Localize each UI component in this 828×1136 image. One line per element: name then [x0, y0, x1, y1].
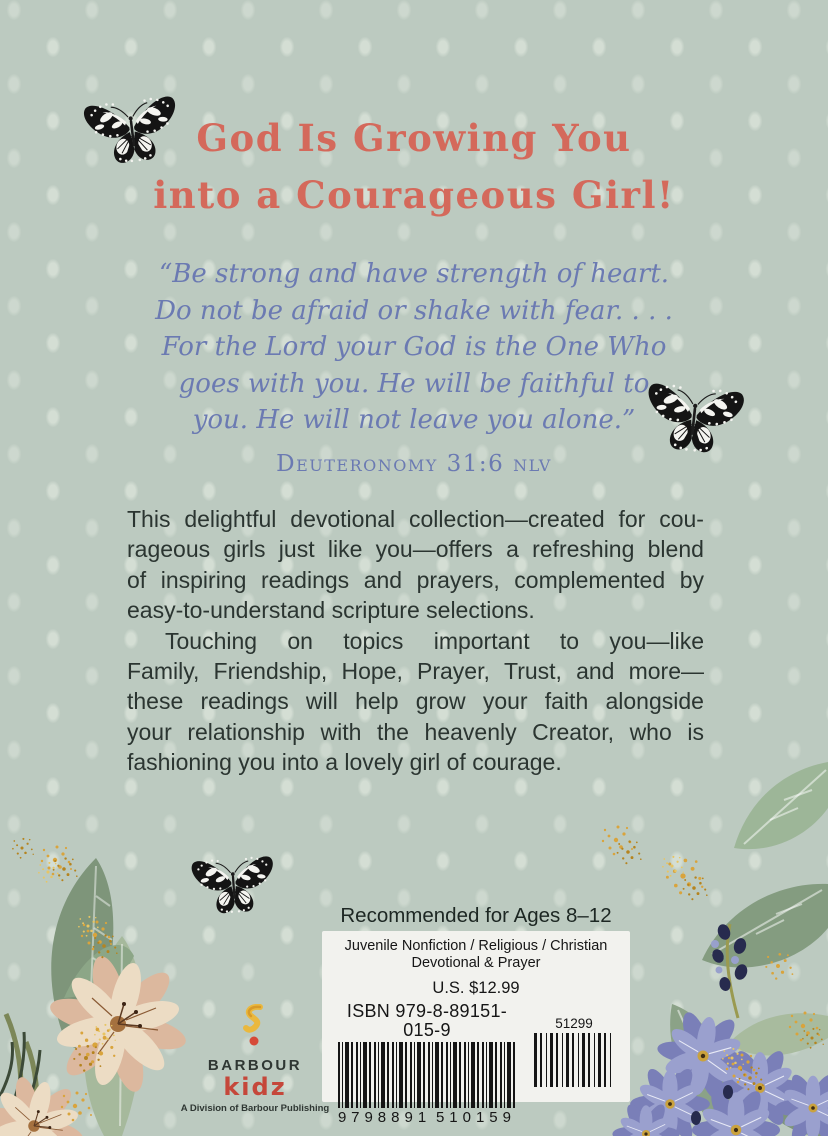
description-line: fashioning you into a lovely girl of courage.: [127, 749, 562, 776]
publisher-tagline: A Division of Barbour Publishing: [180, 1103, 330, 1114]
ean-barcode-bars: [338, 1042, 516, 1108]
supplement-code: 51299: [555, 1016, 593, 1031]
supplement-barcode-bars: [534, 1033, 614, 1087]
isbn-label: ISBN 979-8-89151-015-9: [346, 1001, 508, 1040]
ean-barcode-digits: [338, 1109, 516, 1126]
category-line-1: Juvenile Nonfiction / Religious / Christian: [344, 938, 608, 954]
ean-left-group: 798891: [351, 1109, 432, 1126]
sales-info-box: [322, 931, 630, 1126]
price: U.S. $12.99: [432, 979, 520, 997]
description-line: your relationship with the heavenly Creator, who is: [127, 718, 704, 745]
verse-line: “Be strong and have strength of heart.: [158, 259, 670, 289]
verse-line: goes with you. He will be faithful to: [178, 368, 650, 399]
verse-line: Do not be afraid or shake with fear. . . .: [155, 295, 673, 326]
verse-line: you. He will not leave you alone.”: [192, 405, 636, 435]
headline: [0, 110, 828, 224]
description-line: these readings will help grow your faith alongside: [127, 688, 704, 715]
headline-line-1: God Is Growing You: [196, 116, 632, 160]
ean-lead-digit: 9: [338, 1109, 347, 1126]
isbn-barcode: [338, 1002, 516, 1126]
verse-line: For the Lord your God is the One Who: [161, 332, 667, 362]
publisher-logo: [175, 1004, 335, 1114]
book-description: [127, 504, 704, 778]
price-supplement-barcode: [534, 1002, 614, 1126]
age-recommendation: Recommended for Ages 8–12: [340, 904, 612, 927]
butterfly-icon: [189, 844, 279, 924]
category-line-2: Devotional & Prayer: [411, 955, 541, 971]
description-line: rageous girls just like you—offers a refreshing blend: [127, 536, 704, 563]
publisher-imprint: kidz: [223, 1073, 287, 1101]
publisher-name: BARBOUR: [207, 1057, 303, 1074]
description-line: This delightful devotional collection—created for cou-: [127, 506, 704, 532]
description-line: Touching on topics important to you—like: [165, 627, 704, 654]
description-line: Family, Friendship, Hope, Prayer, Trust, and more—: [127, 658, 704, 685]
barbour-kidz-logo-icon: [242, 1004, 268, 1048]
scripture-quote: [0, 256, 828, 482]
description-line: easy-to-understand scripture selections.: [127, 597, 535, 624]
description-line: of inspiring readings and prayers, complemented by: [127, 566, 704, 593]
ean-right-group: 510159: [435, 1109, 516, 1126]
scripture-reference: Deuteronomy 31:6 nlv: [276, 450, 552, 477]
headline-line-2: into a Courageous Girl!: [153, 173, 675, 217]
